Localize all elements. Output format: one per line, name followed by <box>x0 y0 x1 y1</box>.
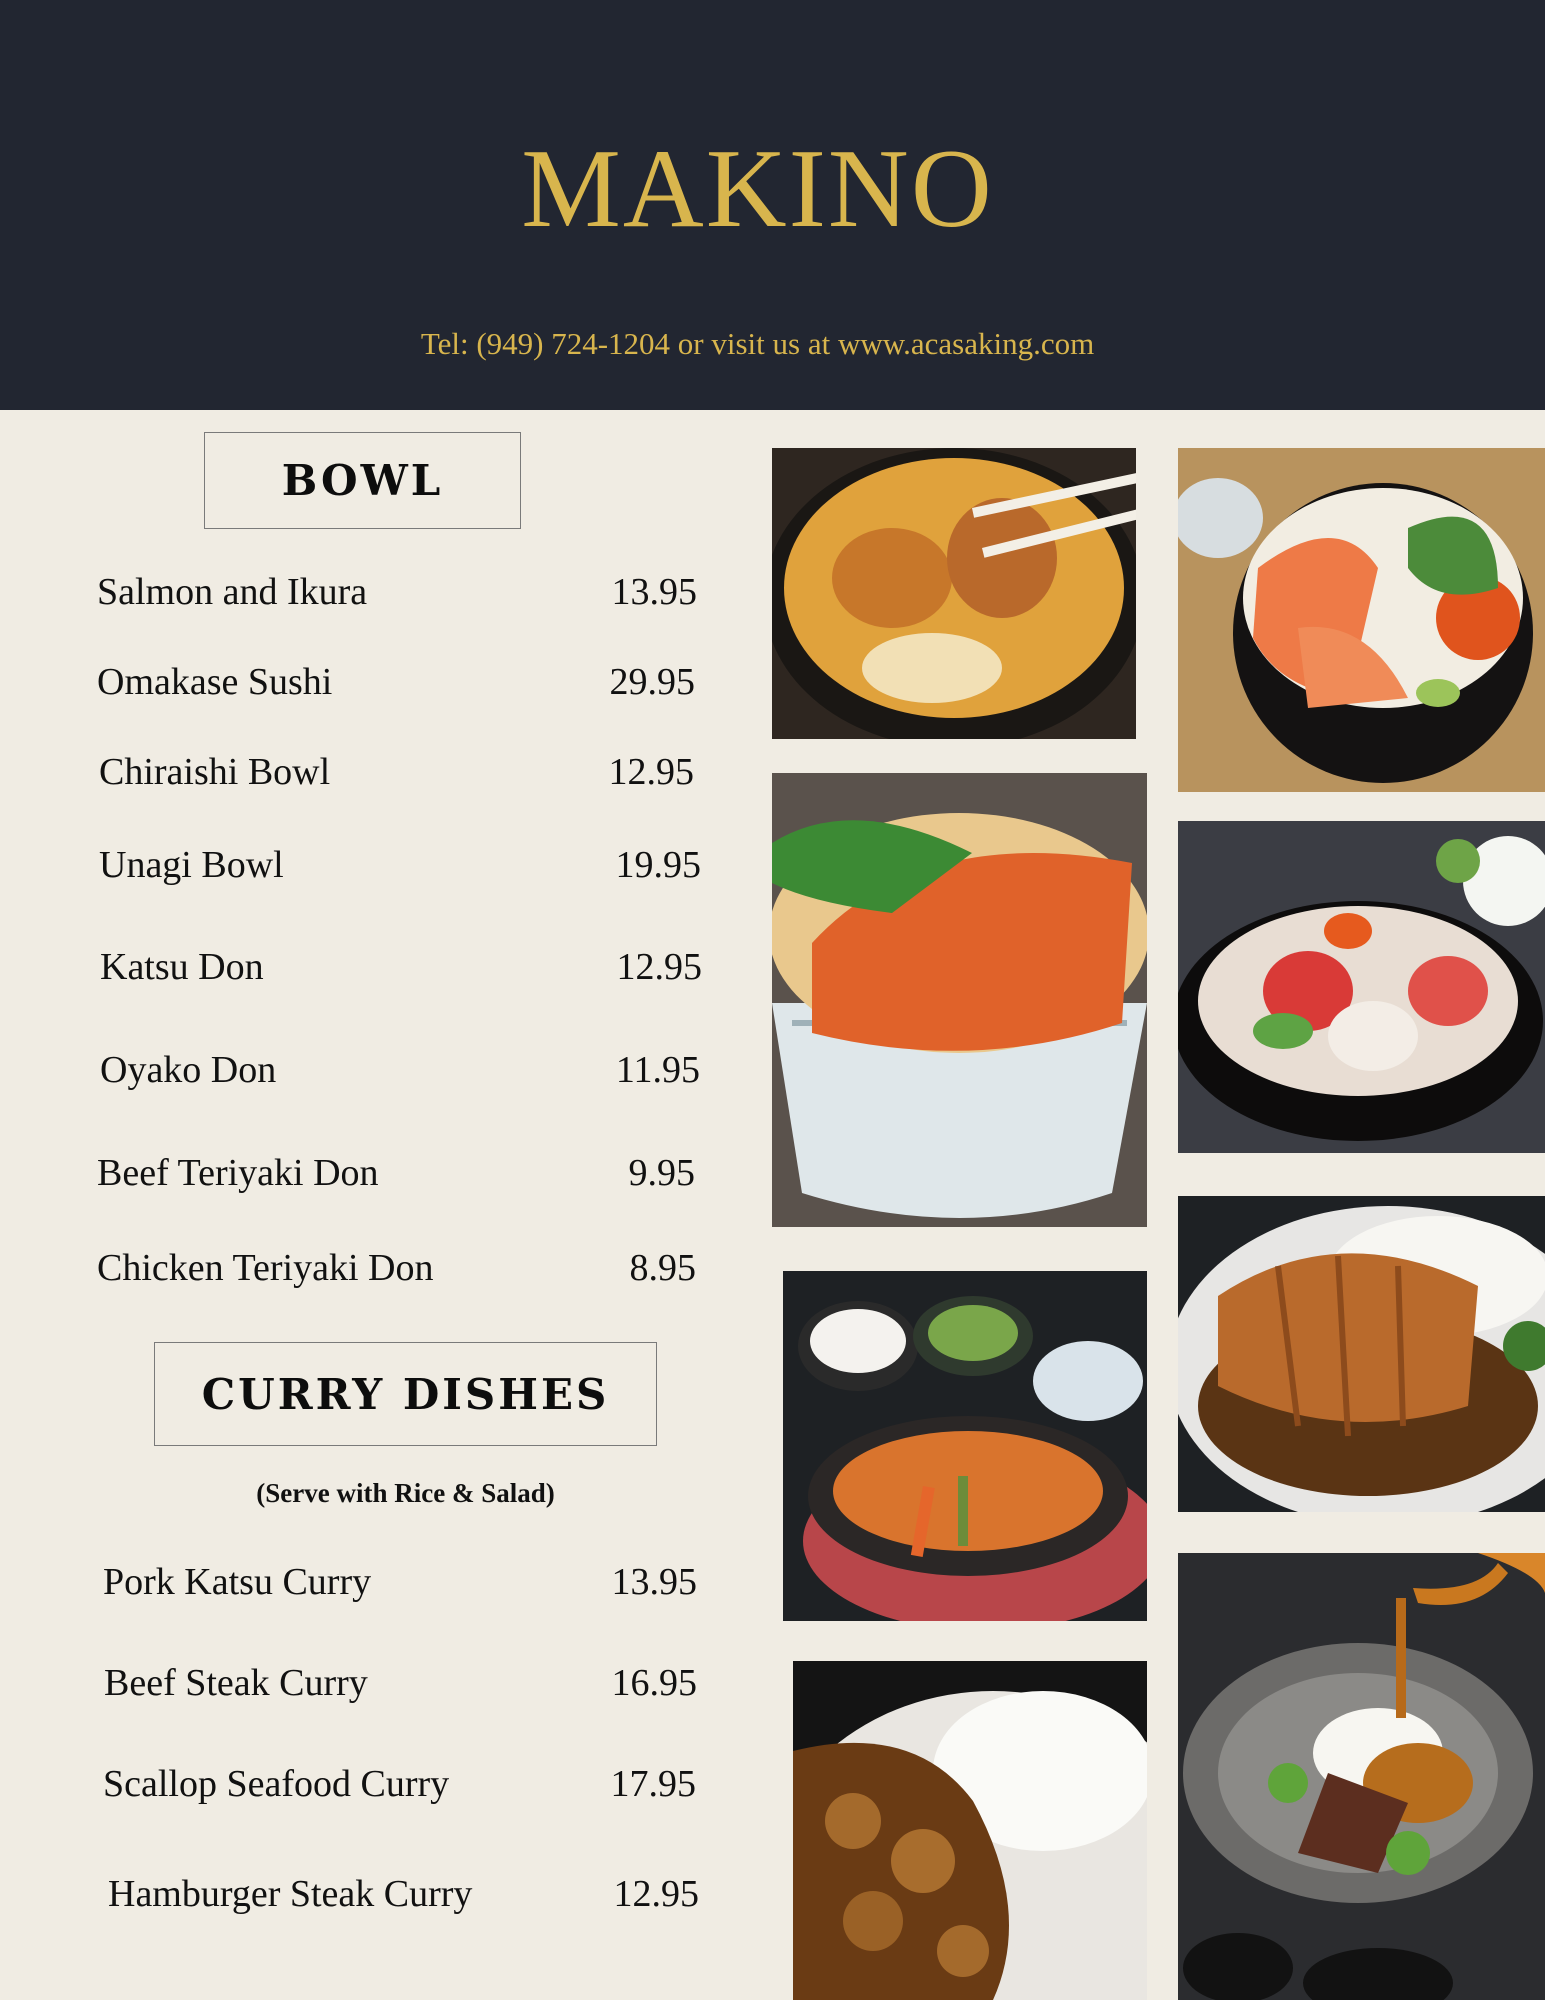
menu-item-name: Oyako Don <box>100 1049 277 1091</box>
menu-item-name: Chicken Teriyaki Don <box>97 1247 434 1289</box>
beef-steak-curry-photo <box>1178 1553 1545 2000</box>
menu-item-price: 17.95 <box>610 1763 696 1805</box>
menu-item-price: 29.95 <box>609 661 695 703</box>
chirashi-bowl-photo <box>1178 821 1545 1153</box>
menu-item-price: 13.95 <box>611 1561 697 1603</box>
bowl-section-heading: BOWL <box>204 432 521 529</box>
hamburger-steak-set-photo <box>783 1271 1147 1621</box>
curry-section-heading: CURRY DISHES <box>154 1342 657 1446</box>
menu-item-price: 13.95 <box>611 571 697 613</box>
menu-item-name: Katsu Don <box>100 946 264 988</box>
menu-item-name: Pork Katsu Curry <box>103 1561 372 1603</box>
menu-item-price: 9.95 <box>628 1152 695 1194</box>
menu-header <box>0 0 1545 410</box>
salmon-ikura-bowl-photo <box>1178 448 1545 792</box>
menu-item-price: 11.95 <box>615 1049 700 1091</box>
restaurant-title: MAKINO <box>521 127 994 251</box>
pork-katsu-curry-photo <box>1178 1196 1545 1512</box>
menu-item-name: Hamburger Steak Curry <box>108 1873 473 1915</box>
menu-item-price: 12.95 <box>608 751 694 793</box>
menu-item-name: Chiraishi Bowl <box>99 751 331 793</box>
menu-item-price: 19.95 <box>615 844 701 886</box>
menu-item-name: Beef Steak Curry <box>104 1662 368 1704</box>
katsu-don-photo <box>772 773 1147 1227</box>
contact-line: Tel: (949) 724-1204 or visit us at www.acasaking.com <box>420 326 1095 361</box>
menu-item-name: Omakase Sushi <box>97 661 333 703</box>
menu-item-price: 12.95 <box>613 1873 699 1915</box>
scallop-seafood-curry-photo <box>793 1661 1147 2000</box>
menu-item-name: Salmon and Ikura <box>97 571 368 613</box>
menu-item-price: 8.95 <box>629 1247 696 1289</box>
curry-note: (Serve with Rice & Salad) <box>256 1478 555 1508</box>
menu-item-price: 16.95 <box>611 1662 697 1704</box>
menu-item-name: Scallop Seafood Curry <box>103 1763 450 1805</box>
oyako-don-photo <box>772 448 1136 739</box>
menu-item-name: Beef Teriyaki Don <box>97 1152 379 1194</box>
menu-item-price: 12.95 <box>616 946 702 988</box>
menu-item-name: Unagi Bowl <box>99 844 284 886</box>
